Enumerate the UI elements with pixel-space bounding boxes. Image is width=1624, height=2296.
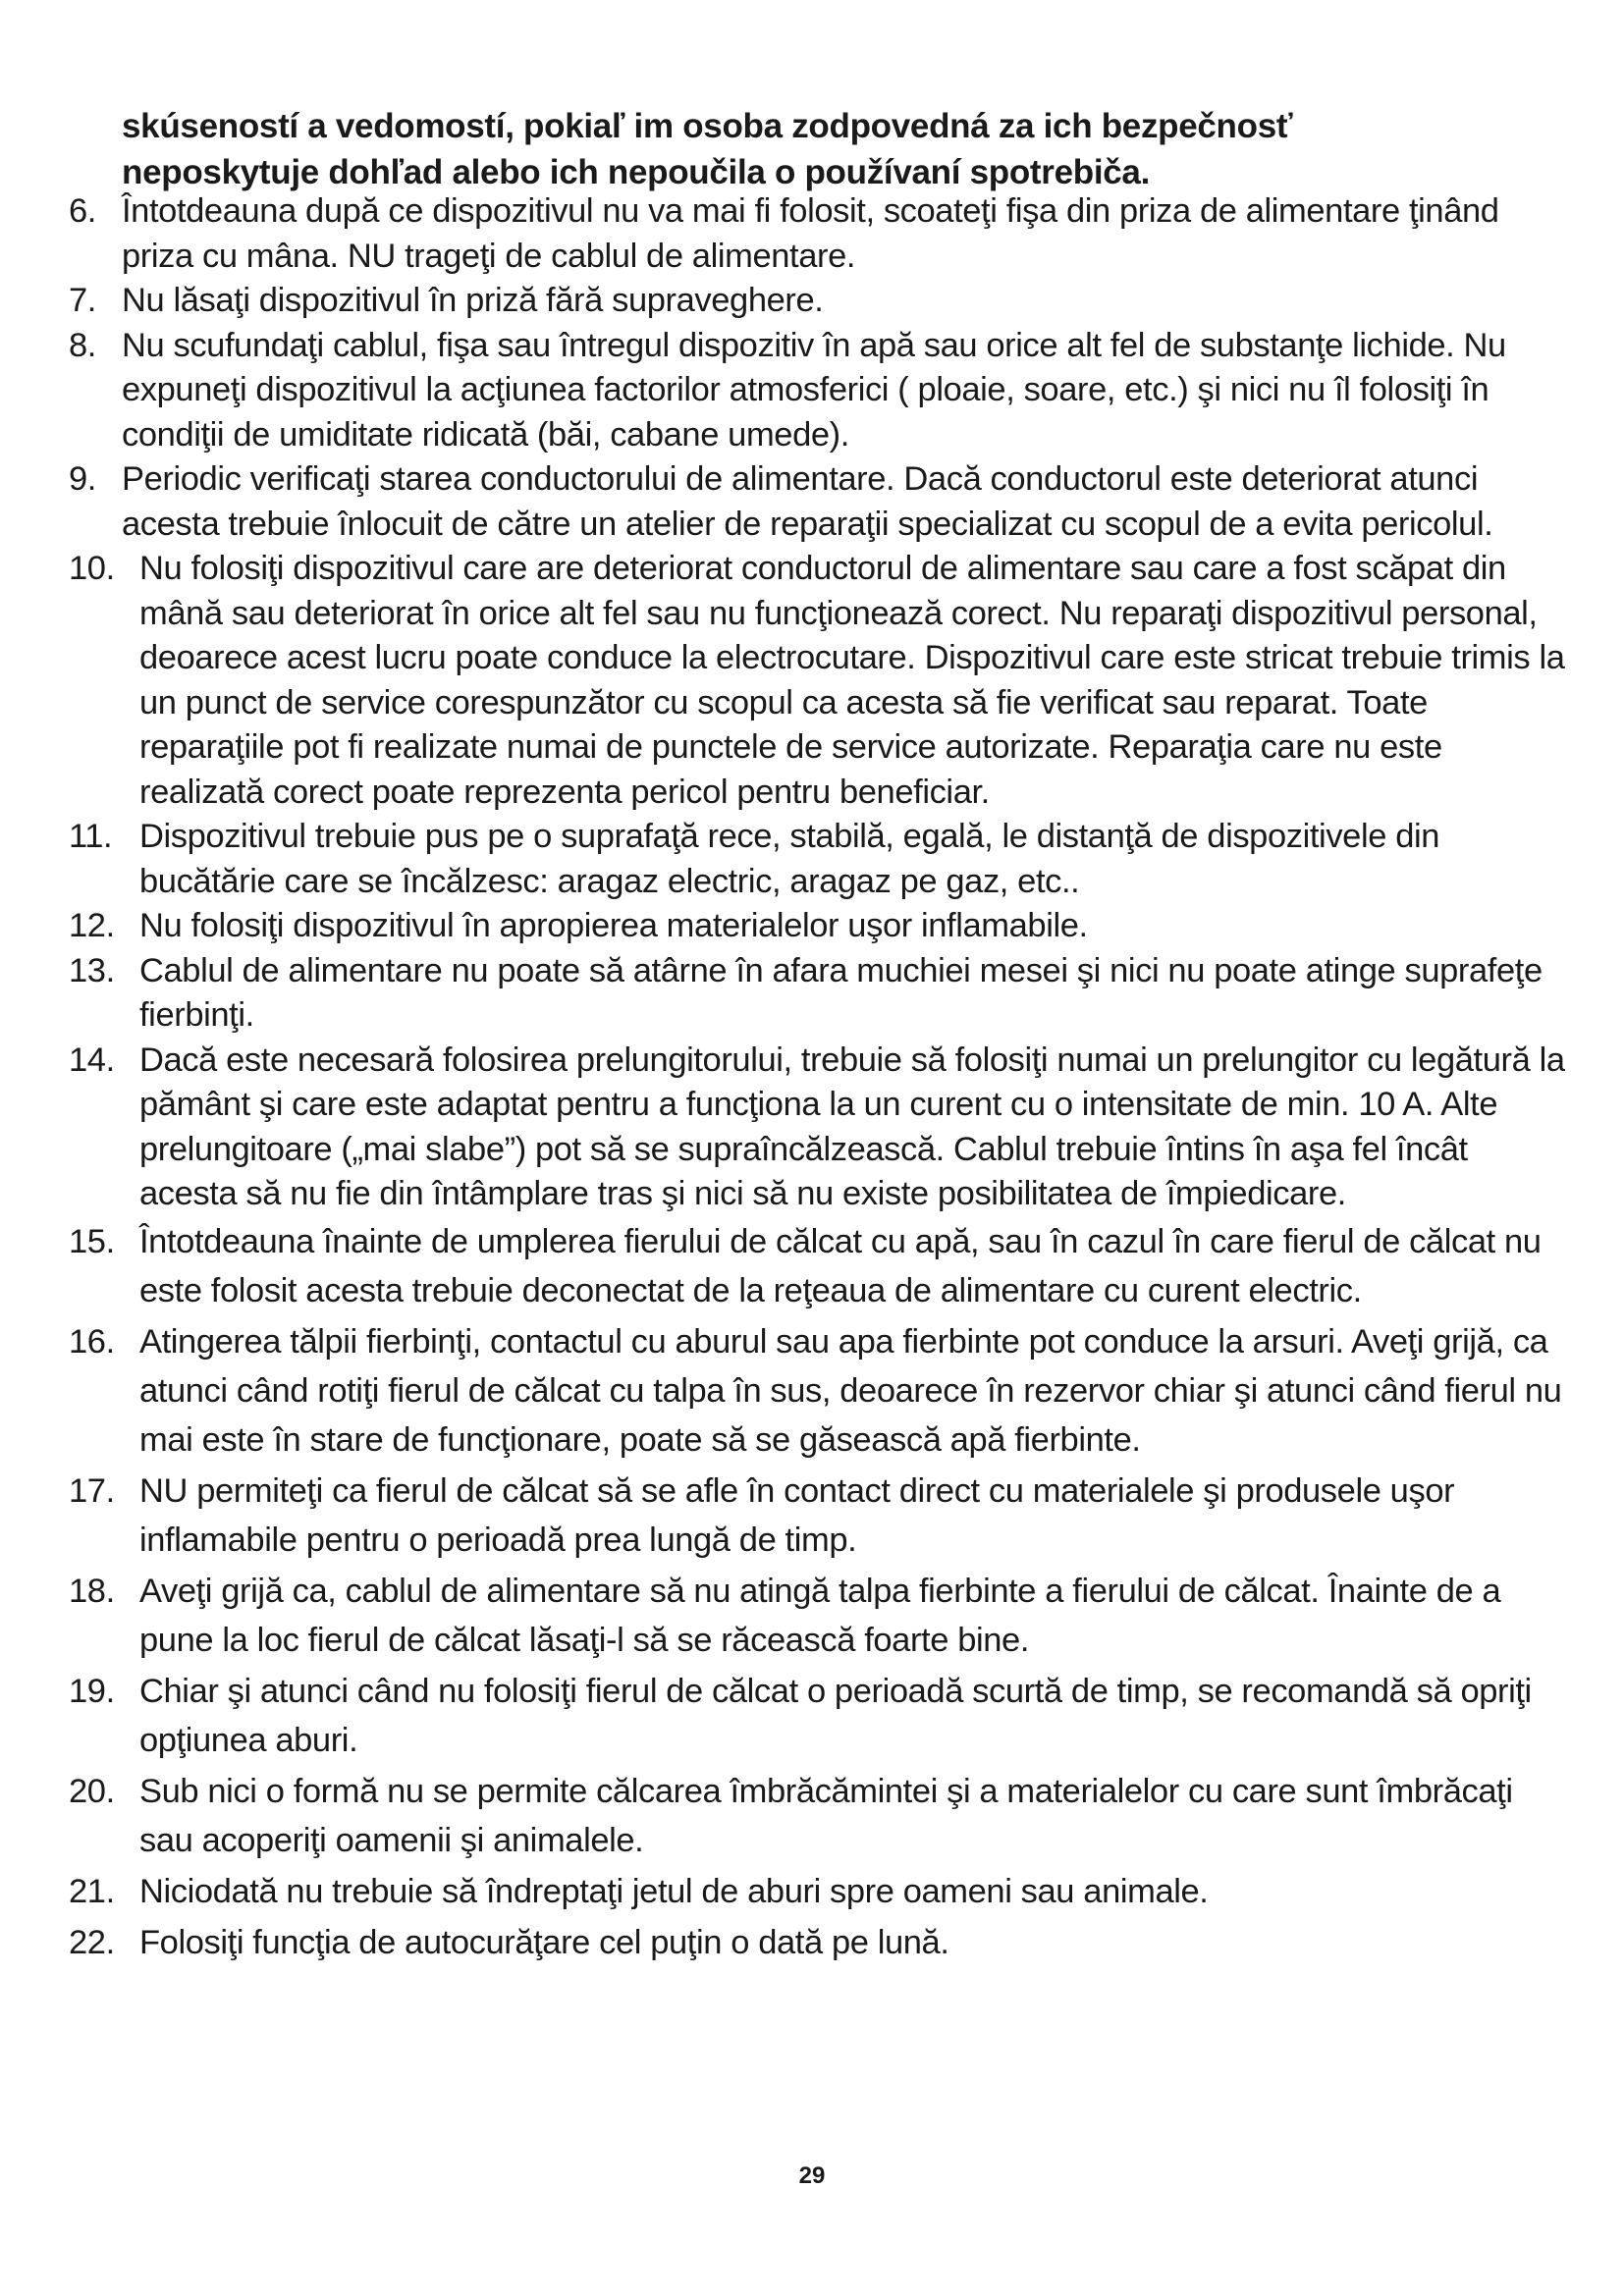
list-item	[69, 904, 1571, 949]
list-item-number: 21.	[69, 1872, 115, 1910]
list-item-text: Nu scufundaţi cablul, fişa sau întregul dispozitiv în apă sau orice alt fel de substanţe lichide. Nu expuneţi dispozitivul la acţiunea factorilor atmosferici ( ploaie, soare, etc.) şi nici nu îl folosiţi în condiţii de umiditate ridicată (băi, cabane umede).	[122, 326, 1506, 454]
list-item-text: Cablul de alimentare nu poate să atârne în afara muchiei mesei şi nici nu poate atinge suprafeţe fierbinţi.	[139, 951, 1543, 1034]
list-item-number: 8.	[69, 326, 96, 364]
list-item-number: 17.	[69, 1471, 115, 1510]
list-item	[69, 1918, 1571, 1967]
list-item-number: 19.	[69, 1672, 115, 1710]
list-item-text: Sub nici o formă nu se permite călcarea îmbrăcămintei şi a materialelor cu care sunt îmbrăcaţi sau acoperiţi oamenii şi animalele.	[139, 1772, 1513, 1859]
list-item	[69, 1767, 1571, 1865]
intro-paragraph	[122, 103, 1516, 195]
list-item	[69, 324, 1571, 458]
list-item	[69, 949, 1571, 1039]
list-item-number: 18.	[69, 1572, 115, 1610]
list-item-text: Periodic verificaţi starea conductorului de alimentare. Dacă conductorul este deteriorat atunci acesta trebuie înlocuit de către un atelier de reparaţii specializat cu scopul de a evita pericolul.	[122, 460, 1493, 543]
list-item-text: Chiar şi atunci când nu folosiţi fierul de călcat o perioadă scurtă de timp, se recomandă să opriţi opţiunea aburi.	[139, 1672, 1532, 1759]
list-item-text: Dispozitivul trebuie pus pe o suprafaţă rece, stabilă, egală, le distanţă de dispozitivele din bucătărie care se încălzesc: aragaz electric, aragaz pe gaz, etc..	[139, 818, 1440, 900]
page-number: 29	[798, 2163, 826, 2189]
list-item-text: Aveţi grijă ca, cablul de alimentare să nu atingă talpa fierbinte a fierului de călcat. Înainte de a pune la loc fierul de călcat lăsaţi-l să se răcească foarte bine.	[139, 1572, 1501, 1659]
intro-line-1: skúseností a vedomostí, pokiaľ im osoba zodpovedná za ich bezpečnosť	[122, 107, 1293, 145]
list-item-number: 11.	[69, 818, 113, 855]
list-item	[69, 815, 1571, 904]
list-item-text: Nu folosiţi dispozitivul care are deteriorat conductorul de alimentare sau care a fost scăpat din mână sau deteriorat în orice alt fel sau nu funcţionează corect. Nu reparaţi dispozitivul personal, deoarece acest lucru poate conduce la electrocutare. Dispozitivul care este stricat trebuie trimis la un punct de service corespunzător cu scopul ca acesta să fie verificat sau reparat. Toate reparaţiile pot fi realizate numai de punctele de service autorizate. Reparaţia care nu este realizată corect poate reprezenta pericol pentru beneficiar.	[139, 550, 1565, 811]
list-item-number: 12.	[69, 907, 115, 944]
list-item-number: 20.	[69, 1772, 115, 1810]
list-item	[69, 1317, 1571, 1465]
safety-instructions-list	[69, 189, 1571, 1967]
list-item-text: Folosiţi funcţia de autocurăţare cel puţin o dată pe lună.	[139, 1923, 949, 1961]
list-item	[69, 189, 1571, 279]
list-item-text: Întotdeauna înainte de umplerea fierului de călcat cu apă, sau în cazul în care fierul de călcat nu este folosit acesta trebuie deconectat de la reţeaua de alimentare cu curent electric.	[139, 1222, 1542, 1309]
list-item	[69, 1567, 1571, 1665]
list-item	[69, 1667, 1571, 1765]
list-item-text: Întotdeauna după ce dispozitivul nu va mai fi folosit, scoateţi fişa din priza de alimentare ţinând priza cu mâna. NU trageţi de cablul de alimentare.	[122, 192, 1499, 275]
list-item	[69, 1039, 1571, 1217]
list-item	[69, 1867, 1571, 1916]
list-item-number: 7.	[69, 282, 96, 319]
list-item	[69, 457, 1571, 547]
list-item-text: Atingerea tălpii fierbinţi, contactul cu aburul sau apa fierbinte pot conduce la arsuri. Aveţi grijă, ca atunci când rotiţi fierul de călcat cu talpa în sus, deoarece în rezervor chiar şi atunci când fierul nu mai este în stare de funcţionare, poate să se găsească apă fierbinte.	[139, 1322, 1562, 1459]
list-item-number: 6.	[69, 192, 96, 230]
list-item-text: Nu lăsaţi dispozitivul în priză fără supraveghere.	[122, 282, 824, 319]
list-item-text: Dacă este necesară folosirea prelungitorului, trebuie să folosiţi numai un prelungitor cu legătură la pământ şi care este adaptat pentru a funcţiona la un curent cu o intensitate de min. 10 A. Alte prelungitoare („mai slabe”) pot să se supraîncălzească. Cablul trebuie întins în aşa fel încât acesta să nu fie din întâmplare tras şi nici să nu existe posibilitatea de împiedicare.	[139, 1041, 1565, 1212]
intro-line-2: neposkytuje dohľad alebo ich nepoučila o používaní spotrebiča.	[122, 153, 1151, 191]
list-item-number: 16.	[69, 1322, 115, 1361]
list-item-number: 14.	[69, 1041, 115, 1079]
list-item	[69, 279, 1571, 324]
list-item-number: 13.	[69, 951, 115, 989]
list-item-text: Nu folosiţi dispozitivul în apropierea materialelor uşor inflamabile.	[139, 907, 1088, 944]
list-item	[69, 1217, 1571, 1315]
list-item	[69, 1467, 1571, 1565]
list-item-text: Niciodată nu trebuie să îndreptaţi jetul de aburi spre oameni sau animale.	[139, 1872, 1209, 1910]
list-item-text: NU permiteţi ca fierul de călcat să se afle în contact direct cu materialele şi produsele uşor inflamabile pentru o perioadă prea lungă de timp.	[139, 1471, 1455, 1559]
list-item	[69, 547, 1571, 815]
list-item-number: 22.	[69, 1923, 115, 1961]
list-item-number: 9.	[69, 460, 96, 498]
list-item-number: 10.	[69, 550, 115, 587]
list-item-number: 15.	[69, 1222, 115, 1260]
